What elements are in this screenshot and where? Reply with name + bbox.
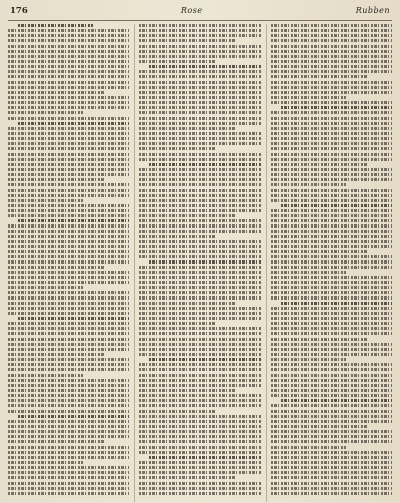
text-line bbox=[139, 312, 260, 315]
text-line bbox=[139, 178, 260, 181]
text-line bbox=[18, 24, 93, 27]
text-line bbox=[271, 240, 392, 243]
text-line bbox=[271, 55, 392, 58]
text-line bbox=[139, 281, 260, 284]
text-line bbox=[8, 384, 129, 387]
text-line bbox=[271, 86, 392, 89]
text-line bbox=[139, 368, 260, 371]
text-line bbox=[8, 281, 129, 284]
text-line bbox=[271, 199, 392, 202]
text-line bbox=[271, 404, 392, 407]
text-line bbox=[8, 389, 129, 392]
text-line bbox=[271, 153, 392, 156]
text-line bbox=[8, 440, 105, 443]
text-line bbox=[281, 302, 392, 305]
text-line bbox=[139, 476, 236, 479]
text-line bbox=[271, 219, 392, 222]
text-line bbox=[271, 312, 392, 315]
text-line bbox=[271, 451, 392, 454]
text-line bbox=[8, 70, 129, 73]
text-line bbox=[139, 255, 260, 258]
text-line bbox=[8, 209, 129, 212]
text-line bbox=[139, 410, 214, 413]
text-line bbox=[271, 317, 392, 320]
text-line bbox=[139, 286, 260, 289]
text-line bbox=[139, 466, 260, 469]
text-line bbox=[8, 296, 129, 299]
text-line bbox=[8, 461, 83, 464]
text-line bbox=[139, 219, 260, 222]
text-line bbox=[8, 101, 129, 104]
text-line bbox=[271, 178, 392, 181]
text-line bbox=[8, 55, 129, 58]
text-line bbox=[139, 435, 260, 438]
text-line bbox=[139, 50, 260, 53]
text-line bbox=[139, 451, 260, 454]
text-line bbox=[139, 404, 260, 407]
text-line bbox=[271, 50, 392, 53]
text-line bbox=[271, 420, 392, 423]
text-line bbox=[8, 487, 129, 490]
text-line bbox=[271, 322, 392, 325]
text-line bbox=[8, 142, 129, 145]
text-line bbox=[139, 199, 260, 202]
text-line bbox=[271, 291, 392, 294]
text-line bbox=[139, 399, 260, 402]
text-line bbox=[271, 410, 392, 413]
text-line bbox=[139, 420, 260, 423]
text-line bbox=[271, 466, 392, 469]
text-line bbox=[271, 189, 392, 192]
text-line bbox=[139, 384, 260, 387]
text-line bbox=[271, 471, 392, 474]
text-line bbox=[18, 219, 129, 222]
text-line bbox=[271, 224, 392, 227]
text-column-left bbox=[8, 24, 129, 502]
text-line bbox=[139, 291, 260, 294]
text-line bbox=[139, 487, 260, 490]
text-line bbox=[139, 147, 214, 150]
text-line bbox=[8, 173, 129, 176]
text-line bbox=[271, 214, 392, 217]
text-line bbox=[271, 332, 392, 335]
text-line bbox=[8, 410, 129, 413]
text-line bbox=[149, 260, 260, 263]
text-line bbox=[271, 425, 368, 428]
text-line bbox=[271, 24, 392, 27]
text-line bbox=[139, 482, 260, 485]
text-line bbox=[139, 322, 214, 325]
text-line bbox=[8, 492, 129, 495]
text-line bbox=[271, 96, 346, 99]
text-line bbox=[8, 260, 129, 263]
running-head-left: Rose bbox=[180, 6, 203, 15]
text-line bbox=[139, 327, 260, 330]
text-line bbox=[8, 158, 129, 161]
text-line bbox=[139, 132, 260, 135]
text-line bbox=[139, 86, 260, 89]
text-line bbox=[8, 446, 129, 449]
text-line bbox=[8, 75, 129, 78]
text-line bbox=[139, 296, 260, 299]
text-line bbox=[8, 60, 129, 63]
text-line bbox=[8, 476, 129, 479]
text-line bbox=[8, 471, 129, 474]
text-line bbox=[139, 55, 260, 58]
text-line bbox=[8, 91, 105, 94]
text-line bbox=[8, 137, 129, 140]
text-line bbox=[271, 307, 392, 310]
text-line bbox=[8, 39, 129, 42]
text-line bbox=[271, 476, 392, 479]
text-line bbox=[8, 327, 129, 330]
text-line bbox=[8, 96, 129, 99]
text-line bbox=[8, 466, 129, 469]
text-line bbox=[281, 106, 392, 109]
text-line bbox=[139, 34, 260, 37]
text-line bbox=[8, 65, 129, 68]
text-column-right bbox=[266, 24, 392, 502]
text-line bbox=[139, 209, 260, 212]
text-line bbox=[271, 29, 392, 32]
text-line bbox=[139, 189, 260, 192]
text-line bbox=[271, 456, 392, 459]
text-line bbox=[271, 45, 392, 48]
text-line bbox=[271, 358, 346, 361]
text-line bbox=[271, 34, 392, 37]
text-line bbox=[271, 101, 392, 104]
text-line bbox=[139, 153, 260, 156]
running-header bbox=[8, 6, 392, 21]
text-line bbox=[139, 250, 260, 253]
text-line bbox=[271, 363, 392, 366]
text-line bbox=[8, 230, 129, 233]
text-line bbox=[139, 394, 260, 397]
text-line bbox=[8, 255, 129, 258]
text-line bbox=[271, 117, 392, 120]
text-line bbox=[271, 60, 392, 63]
text-line bbox=[271, 250, 368, 253]
text-line bbox=[8, 451, 129, 454]
text-line bbox=[8, 235, 129, 238]
text-line bbox=[271, 446, 346, 449]
text-line bbox=[8, 374, 83, 377]
text-line bbox=[271, 122, 392, 125]
text-line bbox=[8, 189, 129, 192]
text-line bbox=[8, 34, 129, 37]
text-line bbox=[8, 204, 129, 207]
text-line bbox=[8, 399, 129, 402]
text-line bbox=[8, 271, 129, 274]
text-line bbox=[271, 394, 392, 397]
text-line bbox=[8, 147, 129, 150]
text-line bbox=[139, 471, 260, 474]
text-line bbox=[8, 338, 129, 341]
text-line bbox=[139, 75, 260, 78]
text-line bbox=[271, 487, 392, 490]
text-line bbox=[271, 374, 392, 377]
text-line bbox=[149, 163, 260, 166]
text-line bbox=[271, 492, 392, 495]
text-line bbox=[139, 173, 260, 176]
text-line bbox=[8, 312, 129, 315]
text-line bbox=[139, 45, 260, 48]
text-line bbox=[271, 75, 368, 78]
text-line bbox=[271, 173, 392, 176]
text-line bbox=[139, 271, 260, 274]
text-line bbox=[271, 142, 392, 145]
text-line bbox=[8, 50, 129, 53]
text-line bbox=[8, 45, 129, 48]
text-line bbox=[271, 338, 368, 341]
text-line bbox=[271, 430, 392, 433]
text-line bbox=[271, 435, 392, 438]
text-line bbox=[8, 482, 129, 485]
text-line bbox=[139, 353, 260, 356]
text-line bbox=[8, 111, 83, 114]
text-line bbox=[271, 91, 392, 94]
text-line bbox=[271, 70, 392, 73]
text-line bbox=[139, 214, 236, 217]
running-head-right: Rubben bbox=[355, 6, 390, 15]
text-line bbox=[271, 163, 368, 166]
text-line bbox=[8, 435, 129, 438]
text-line bbox=[139, 440, 260, 443]
text-line bbox=[271, 389, 392, 392]
text-line bbox=[8, 322, 129, 325]
text-line bbox=[271, 39, 392, 42]
text-line bbox=[139, 266, 260, 269]
text-line bbox=[8, 353, 105, 356]
text-line bbox=[281, 204, 392, 207]
text-line bbox=[8, 224, 129, 227]
text-line bbox=[139, 461, 260, 464]
text-line bbox=[149, 358, 260, 361]
text-line bbox=[271, 482, 392, 485]
text-line bbox=[149, 65, 260, 68]
text-line bbox=[139, 446, 260, 449]
text-line bbox=[8, 343, 129, 346]
text-line bbox=[271, 353, 392, 356]
text-line bbox=[139, 142, 260, 145]
text-line bbox=[8, 394, 129, 397]
text-line bbox=[139, 430, 260, 433]
text-columns bbox=[8, 24, 392, 502]
text-line bbox=[139, 338, 260, 341]
text-line bbox=[271, 440, 392, 443]
text-line bbox=[8, 153, 129, 156]
text-line bbox=[139, 276, 260, 279]
text-line bbox=[139, 230, 260, 233]
text-line bbox=[8, 276, 129, 279]
text-line bbox=[271, 343, 392, 346]
text-line bbox=[139, 204, 260, 207]
text-line bbox=[271, 127, 392, 130]
text-line bbox=[139, 111, 260, 114]
text-column-middle bbox=[134, 24, 260, 502]
text-line bbox=[8, 132, 129, 135]
text-line bbox=[271, 296, 392, 299]
text-line bbox=[139, 332, 260, 335]
text-line bbox=[8, 379, 129, 382]
text-line bbox=[139, 29, 260, 32]
text-line bbox=[8, 240, 129, 243]
text-line bbox=[18, 415, 129, 418]
text-line bbox=[271, 183, 346, 186]
text-line bbox=[139, 235, 214, 238]
text-line bbox=[271, 137, 392, 140]
text-line bbox=[139, 168, 260, 171]
text-line bbox=[271, 415, 392, 418]
text-line bbox=[8, 425, 129, 428]
text-line bbox=[8, 266, 105, 269]
text-line bbox=[139, 240, 260, 243]
text-line bbox=[271, 271, 346, 274]
text-line bbox=[8, 404, 129, 407]
text-line bbox=[139, 415, 260, 418]
text-line bbox=[271, 266, 392, 269]
text-line bbox=[139, 101, 260, 104]
text-line bbox=[271, 368, 392, 371]
text-line bbox=[18, 122, 129, 125]
text-line bbox=[139, 302, 236, 305]
text-line bbox=[139, 70, 260, 73]
text-line bbox=[8, 183, 129, 186]
text-line bbox=[139, 60, 214, 63]
text-line bbox=[8, 163, 129, 166]
text-line bbox=[8, 86, 129, 89]
text-line bbox=[8, 168, 129, 171]
text-line bbox=[271, 255, 392, 258]
text-line bbox=[8, 199, 83, 202]
text-line bbox=[139, 117, 260, 120]
text-line bbox=[139, 363, 260, 366]
text-line bbox=[139, 127, 236, 130]
text-line bbox=[139, 374, 260, 377]
text-line bbox=[271, 65, 392, 68]
text-line bbox=[139, 106, 260, 109]
text-line bbox=[8, 307, 129, 310]
text-line bbox=[8, 81, 129, 84]
text-line bbox=[139, 194, 260, 197]
text-line bbox=[8, 29, 129, 32]
text-line bbox=[139, 224, 260, 227]
text-line bbox=[139, 137, 260, 140]
text-line bbox=[271, 132, 392, 135]
text-line bbox=[271, 327, 392, 330]
text-line bbox=[8, 456, 129, 459]
text-line bbox=[271, 286, 392, 289]
text-line bbox=[271, 235, 392, 238]
text-line bbox=[139, 379, 260, 382]
text-line bbox=[149, 456, 260, 459]
text-line bbox=[271, 245, 392, 248]
text-line bbox=[8, 332, 129, 335]
text-line bbox=[8, 194, 129, 197]
text-line bbox=[139, 183, 260, 186]
text-line bbox=[271, 260, 392, 263]
text-line bbox=[139, 348, 260, 351]
text-line bbox=[139, 492, 260, 495]
text-line bbox=[8, 291, 129, 294]
text-line bbox=[8, 127, 129, 130]
text-line bbox=[271, 194, 392, 197]
text-line bbox=[271, 209, 392, 212]
text-line bbox=[8, 430, 129, 433]
text-line bbox=[8, 363, 129, 366]
text-line bbox=[8, 286, 83, 289]
text-line bbox=[271, 281, 392, 284]
text-line bbox=[8, 348, 129, 351]
text-line bbox=[139, 24, 260, 27]
text-line bbox=[271, 379, 392, 382]
text-line bbox=[271, 81, 392, 84]
text-line bbox=[271, 158, 392, 161]
text-line bbox=[271, 111, 392, 114]
text-line bbox=[271, 348, 392, 351]
text-line bbox=[8, 117, 129, 120]
text-line bbox=[8, 302, 129, 305]
text-line bbox=[139, 91, 260, 94]
text-line bbox=[139, 317, 260, 320]
text-line bbox=[139, 158, 260, 161]
text-line bbox=[18, 317, 129, 320]
text-line bbox=[271, 147, 392, 150]
text-line bbox=[139, 39, 236, 42]
text-line bbox=[139, 96, 260, 99]
text-line bbox=[8, 178, 105, 181]
text-line bbox=[139, 122, 260, 125]
text-line bbox=[271, 384, 392, 387]
text-line bbox=[271, 276, 392, 279]
text-line bbox=[139, 425, 260, 428]
text-line bbox=[271, 461, 392, 464]
text-line bbox=[8, 368, 129, 371]
text-line bbox=[8, 250, 129, 253]
text-line bbox=[139, 81, 260, 84]
text-line bbox=[8, 420, 129, 423]
text-line bbox=[271, 168, 392, 171]
text-line bbox=[8, 214, 129, 217]
text-line bbox=[139, 389, 236, 392]
text-line bbox=[8, 245, 129, 248]
text-line bbox=[139, 307, 260, 310]
page-number: 176 bbox=[10, 6, 28, 16]
text-line bbox=[8, 106, 129, 109]
text-line bbox=[139, 343, 260, 346]
text-line bbox=[271, 230, 392, 233]
text-line bbox=[8, 358, 129, 361]
text-line bbox=[139, 245, 260, 248]
text-line bbox=[281, 399, 392, 402]
